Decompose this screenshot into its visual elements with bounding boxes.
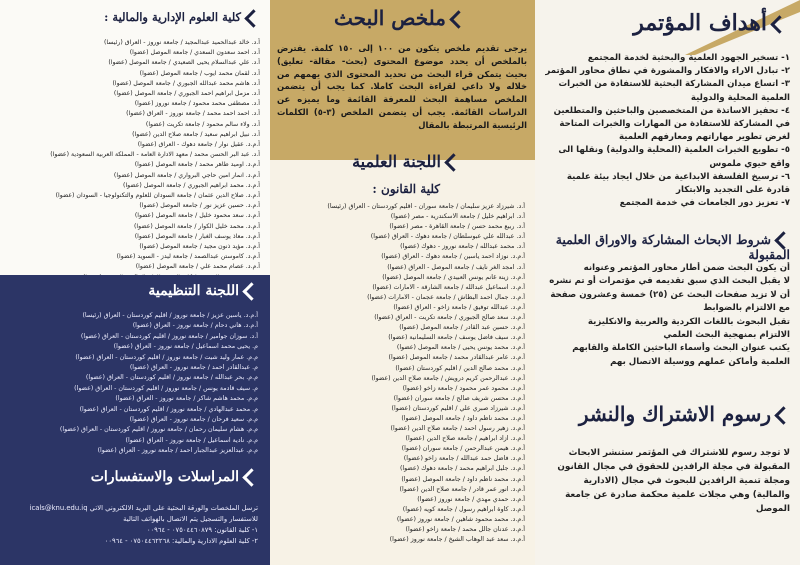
list-item: أ.م.د. معاذ يوسف الغبار / جامعة الموصل (عضوا) [134, 232, 260, 240]
conditions-title: شروط الابحاث المشاركة والاوراق العلمية المقبولة [535, 232, 790, 262]
list-item: أ.م.د. زهير رسول احمد / جامعة صلاح الدين (عضوا) [390, 425, 525, 433]
list-item: أ.م.د. عبدالله توفيق / جامعة زاخو - العراق (عضوا) [393, 303, 525, 311]
list-item: قادرة على التجديد والابتكار [676, 185, 790, 196]
list-item: أ.د. ابراهيم خليل / جامعة الاسكندرية - مصر (عضوا) [390, 213, 525, 221]
list-item: أ.م.د. حمدي مهدي / جامعة نوروز (عضوا) [417, 495, 525, 503]
list-item: أ.د. سوزان جوامير / جامعة نوروز / اقليم كوردستان - العراق (عضوا) [80, 332, 258, 340]
list-item: م.م. محمد هاشم شاكر / جامعة نوروز - العراق (عضوا) [115, 395, 258, 403]
list-item: ٢- تبادل الاراء والافكار والمشورة في نطاق محاور المؤتمر [545, 66, 790, 77]
law-members-list [277, 202, 525, 545]
list-item: أ.د. احمد احمد محمد / جامعة نوروز - العراق (عضوا) [126, 110, 260, 118]
list-item: لا يقبل البحث الذي سبق تقديمه في مؤتمرات أو تم نشره [549, 276, 790, 287]
list-item: أ.د. احمد سعدون السعدي / جامعة الموصل (عضوا) [129, 49, 260, 57]
goals-title: أهداف المؤتمر [633, 10, 786, 36]
list-item: أ.م.د. جليل ابراهيم محمد / جامعة دهوك (عضوا) [399, 465, 525, 473]
list-item: أ.م.د. سعد محمود خليل / جامعة الموصل (عضوا) [134, 212, 260, 220]
list-item: أ.م.د. سيف فاضل يوسف / جامعة السليمانية (عضوا) [388, 334, 525, 342]
list-item: أ.م.د. انور عمر قادر / جامعة صلاح الدين (عضوا) [399, 485, 525, 493]
list-item: ٥- تطويع الخبرات العلمية (المحلية والدولية) ونقلها الى [558, 145, 790, 156]
list-item: أ.د. ولاء سالم محمود / جامعة تكريت (عضوا) [145, 120, 260, 128]
list-item: أ.م.د. كاوة ابراهيم رسول / جامعة كويه (عضوا) [402, 505, 525, 513]
list-item: أن يكون البحث ضمن أطار محاور المؤتمر وعنوانه [583, 263, 790, 273]
conditions-list [545, 262, 790, 369]
list-item: أ.م.د. زينة غانم يونس العبيدي / جامعة الموصل (عضوا) [382, 273, 525, 281]
contact-text [10, 503, 258, 547]
list-item: ٦- ترسيخ الفلسفة الابداعية من خلال ايجاد بيئة علمية [566, 171, 790, 182]
list-item: أ.د. شيرزاد عزيز سليمان / جامعة سوران - اقليم كوردستان - العراق (رئيسا) [327, 203, 525, 210]
list-item: أ.د. علي عبدالسلام يحيى الصعيدي / جامعة الموصل (عضوا) [108, 59, 260, 67]
list-item: أ.م.د. جمال احمد البطاش / جامعة عجمان - الامارات (عضوا) [367, 293, 525, 301]
list-item: أ.م.د. فاضل حمد عبدالله / جامعة زاخو (عضوا) [403, 455, 525, 463]
list-item: أ.م.د. ازاد ابراهيم / جامعة صلاح الدين (عضوا) [405, 435, 525, 443]
list-item: م.م. نادية اسماعيل / جامعة نوروز - العراق (عضوا) [125, 436, 258, 444]
contact-line: للاستفسار والتسجيل يتم الاتصال بالهواتف التالية [123, 515, 258, 523]
chevron-icon [242, 282, 260, 300]
chevron-icon [244, 9, 262, 27]
list-item: أ.د. هاشم محمد عبدالله الجبوري / جامعة الموصل (عضوا) [112, 79, 260, 87]
list-item: م. عبدالقادر احمد / جامعة نوروز - العراق (عضوا) [129, 364, 258, 372]
chevron-icon [774, 406, 792, 424]
chevron-icon [770, 15, 788, 33]
list-item: م.م. عبدالعزيز عبدالجبار احمد / جامعة نوروز - العراق (عضوا) [97, 447, 258, 455]
goals-list [545, 52, 790, 210]
list-item: ٤- تحفيز الاساتذة من المتخصصين والباحثين والمتطلعين [553, 105, 790, 116]
list-item: م.م. بحر عبدالله / جامعة نوروز / اقليم كوردستان - العراق (عضوا) [85, 374, 258, 382]
list-item: م.م. سعيد فرحان / جامعة نوروز - العراق (عضوا) [129, 416, 258, 424]
contact-phone-admin[interactable]: ٢- كلية العلوم الادارية والمالية: ٠٧٥٠٤٤٦٢٢٦٨ - ٠٠٩٦٤ [104, 537, 258, 545]
chevron-icon [444, 153, 462, 171]
list-item: أ.م.د. حسين عبد القادر / جامعة الموصل (عضوا) [399, 324, 525, 332]
admin-committee-title: كلية العلوم الإدارية والمالية : [104, 10, 260, 25]
list-item: أ.د. مزمل ابراهيم احمد الجبوري / جامعة الموصل (عضوا) [113, 90, 260, 98]
list-item: أ.م.د. محمد صالح الدين / اقليم كوردستان (عضوا) [395, 364, 525, 372]
contact-email-line[interactable]: ترسل الملخصات والورقة البحثية على البريد الالكتروني الاتي icals@knu.edu.iq [29, 504, 258, 512]
list-item: أ.م.د. عصام محمد علي / جامعة الموصل (عضوا) [135, 263, 260, 271]
list-item: أ.م.د. محسن شريف صالح / جامعة سوران (عضوا) [393, 394, 525, 402]
list-item: أ.م.د. محمد ناظم داود / جامعة الموصل (عضوا) [401, 475, 525, 483]
list-item: أ.م.د. محمد ابراهيم الجبوري / جامعة الموصل (عضوا) [123, 181, 260, 189]
list-item: أ.م.د. عبدالرحمن كريم درويش / جامعة صلاح الدين (عضوا) [371, 374, 525, 382]
list-item: واقع حيوي ملموس [709, 158, 790, 169]
left-panel [0, 0, 270, 565]
list-item: أ.م.د. عقيل نوار / جامعة دهوك - العراق (عضوا) [137, 141, 260, 149]
list-item: م. يحيى محمد اسماعيل / جامعة نوروز - العراق (عضوا) [113, 343, 258, 351]
organizing-members-list [10, 311, 258, 457]
list-item: ٣- اتساع ميدان المشاركة البحثية للاستفادة من الخبرات [558, 79, 790, 90]
chevron-icon [242, 468, 260, 486]
list-item: أ.م.د. كاموستن عبدالصمد / جامعة ليدز - السويد (عضوا) [116, 253, 260, 261]
list-item: أ.م.د. هاني دحام / جامعة نوروز - العراق (عضوا) [132, 322, 258, 330]
list-item: أ.م.د. هيمن عبدالرحمن / جامعة سوران (عضوا) [401, 445, 525, 453]
list-item: مع الالتزام بالضوابط [703, 303, 790, 314]
list-item: م.م. عمار وليد شيت / جامعة نوروز / اقليم كوردستان - العراق (عضوا) [75, 353, 258, 361]
chevron-icon [449, 10, 467, 28]
organizing-committee-panel [0, 275, 270, 565]
list-item: ١- تسخير الجهود العلمية والبحثية لخدمة المجتمع [587, 53, 790, 63]
right-panel [535, 0, 800, 565]
list-item: أ.د. نبيل ابراهيم سعيد / جامعة صلاح الدين (عضوا) [132, 130, 260, 138]
list-item: م. سيف قادمة يونس / جامعة نوروز / اقليم كوردستان - العراق (عضوا) [74, 384, 258, 392]
list-item: يكتب عنوان البحث وأسماء الباحثين الكاملة والقابهم [572, 343, 790, 354]
list-item: أ.م.د. محمد ناظم داود / جامعة الموصل (عضوا) [401, 414, 525, 422]
summary-title: ملخص البحث [334, 6, 465, 30]
contact-phone-law[interactable]: ١- كلية القانون: ٠٧٥٠٤٤٦٠٨٧٩ - ٠٠٩٦٤ [146, 526, 258, 534]
list-item: أ.د. عبد البر الحسن محمد / معهد الادارة العامة - المملكة العربية السعودية (عضوا) [50, 151, 260, 159]
middle-panel [270, 0, 535, 565]
list-item: في المشاركة للاستفادة من المهارات والخبرات المتاحة [559, 119, 790, 130]
list-item: أ.د. محمد عبدالله / جامعة نوروز - دهوك (عضوا) [400, 243, 525, 251]
list-item: أ.د. مصطفى محمد محمود / جامعة نوروز (عضوا) [134, 100, 260, 108]
list-item: أ.م.د. محمد يونس يحيى / جامعة الموصل (عضوا) [396, 344, 525, 352]
list-item: أ.م.د. ياسين عزيز / جامعة نوروز / اقليم كوردستان - العراق (رئيسا) [82, 312, 258, 319]
scientific-committee-title: اللجنة العلمية [352, 152, 460, 171]
list-item: أ.م.د. مؤيد ذنون مجيد / جامعة الموصل (عضوا) [139, 243, 260, 251]
list-item: أ.م.د. محمد خليل الكوار / جامعة الموصل (عضوا) [134, 222, 260, 230]
list-item: أ.م.د. سعد صالح الجبوري / جامعة تكريت - العراق (عضوا) [374, 314, 525, 322]
list-item: م.م. هشام سليمان رحمان / جامعة نوروز / اقليم كوردستان - العراق (عضوا) [59, 426, 258, 434]
list-item: تقبل البحوث باللغات الكردية والعربية والانكليزية [587, 316, 790, 327]
law-college-subtitle: كلية القانون : [372, 182, 440, 196]
list-item: لغرض تطوير مهاراتهم ومعارفهم العلمية [618, 132, 790, 143]
summary-text: يرجى تقديم ملخص يتكون من ١٠٠ إلى ١٥٠ كلمة. يفترض بالملخص أن يحدد موضوع المحتوى (بحث- مقالة- تعليق) بحيث يتمكن قراء البحث من تحديد المحتوى الذي يهمهم من خلاله ولا داعي لقراءة البحث كاملا. كما يجب أن يتضمن الملخص مساهمة البحث للمعرفة القائمة وما يميزه عن الدراسات القائمة. يجب أن يتضمن الملخص (٣-٥) الكلمات الرئيسية المرتبطة بالمقال [277, 43, 527, 130]
list-item: أ.م.د. اوميد طاهر محمد / جامعة الموصل (عضوا) [134, 161, 260, 169]
contact-title: المراسلات والاستفسارات [91, 469, 258, 485]
admin-members-list [10, 38, 260, 283]
list-item: م. محمد عبدالهادي / جامعة نوروز / اقليم كوردستان - العراق (عضوا) [79, 405, 258, 413]
list-item: أ.د. امجد الغر نايف / جامعة الموصل - العراق (عضوا) [387, 263, 525, 271]
list-item: العلمية وأماكن عملهم ووسيلة الاتصال بهم [610, 356, 790, 367]
list-item: أ.م.د. عامر عبدالقادر محمد / جامعة الموصل (عضوا) [388, 354, 525, 362]
list-item: أ.م.د. عدنان جالل محمد / جامعة زاخو (عضوا) [405, 526, 525, 533]
list-item: أ.م.د. اسماعيل عبدالله / جامعة الشارقة - الامارات (عضوا) [372, 283, 525, 291]
list-item: الالتزام بمنهجية البحث العلمي [663, 330, 790, 341]
list-item: أن لا تزيد صفحات البحث عن (٢٥) خمسة وعشرون صفحة [550, 289, 790, 300]
list-item: أ.م.د. نوزاد احمد ياسين / جامعة دهوك - العراق (عضوا) [381, 253, 525, 261]
fees-title: رسوم الاشتراك والنشر [579, 402, 790, 426]
list-item: العلمية المحلية والدولية [690, 92, 790, 103]
list-item: أ.م.د. حسين عزيز نور / جامعة الموصل (عضوا) [139, 202, 260, 210]
list-item: أ.د. عبدالله علي عبوسلطان / جامعة دهوك - العراق (عضوا) [370, 233, 525, 241]
list-item: أ.د. خالد عبدالحميد عبدالمجيد / جامعة نوروز - العراق (رئيسا) [103, 39, 260, 46]
fees-text: لا توجد رسوم للاشتراك في المؤتمر ستنشر الابحاث المقبولة في مجلة الرافدين للحقوق في مجال القانون ومجلة تنمية الرافدين للبحوث في مجال (الادارية والمالية) وهي مجلات علمية محكمة صادرة عن جامعة الموصل [557, 448, 790, 514]
list-item: أ.م.د. صلاح الدين عثمان / جامعة السودان للعلوم والتكنولوجيا - السودان (عضوا) [55, 192, 260, 200]
list-item: أ.م.د. شيرزاد صبري علي / اقليم كوردستان (عضوا) [391, 404, 525, 412]
organizing-committee-title: اللجنة التنظيمية [148, 283, 258, 299]
list-item: أ.د. ربيع محمد حسن / جامعة القاهرة - مصر (عضوا) [389, 223, 525, 231]
list-item: أ.د. لقمان محمد ايوب / جامعة الموصل (عضوا) [139, 69, 260, 77]
list-item: أ.م.د. محمود عمر محمود / جامعة زاخو (عضوا) [402, 384, 525, 392]
list-item: أ.م.د. سعد عبد الوهاب الشيخ / جامعة نوروز (عضوا) [389, 536, 525, 544]
list-item: أ.م.د. انمار امين حاجي البرواري / جامعة الموصل (عضوا) [113, 171, 260, 179]
list-item: أ.م.د. محمد محمود شاهين / جامعة نوروز (عضوا) [396, 515, 525, 523]
list-item: ٧- تعزيز دور الجامعات في خدمة المجتمع [619, 198, 790, 209]
